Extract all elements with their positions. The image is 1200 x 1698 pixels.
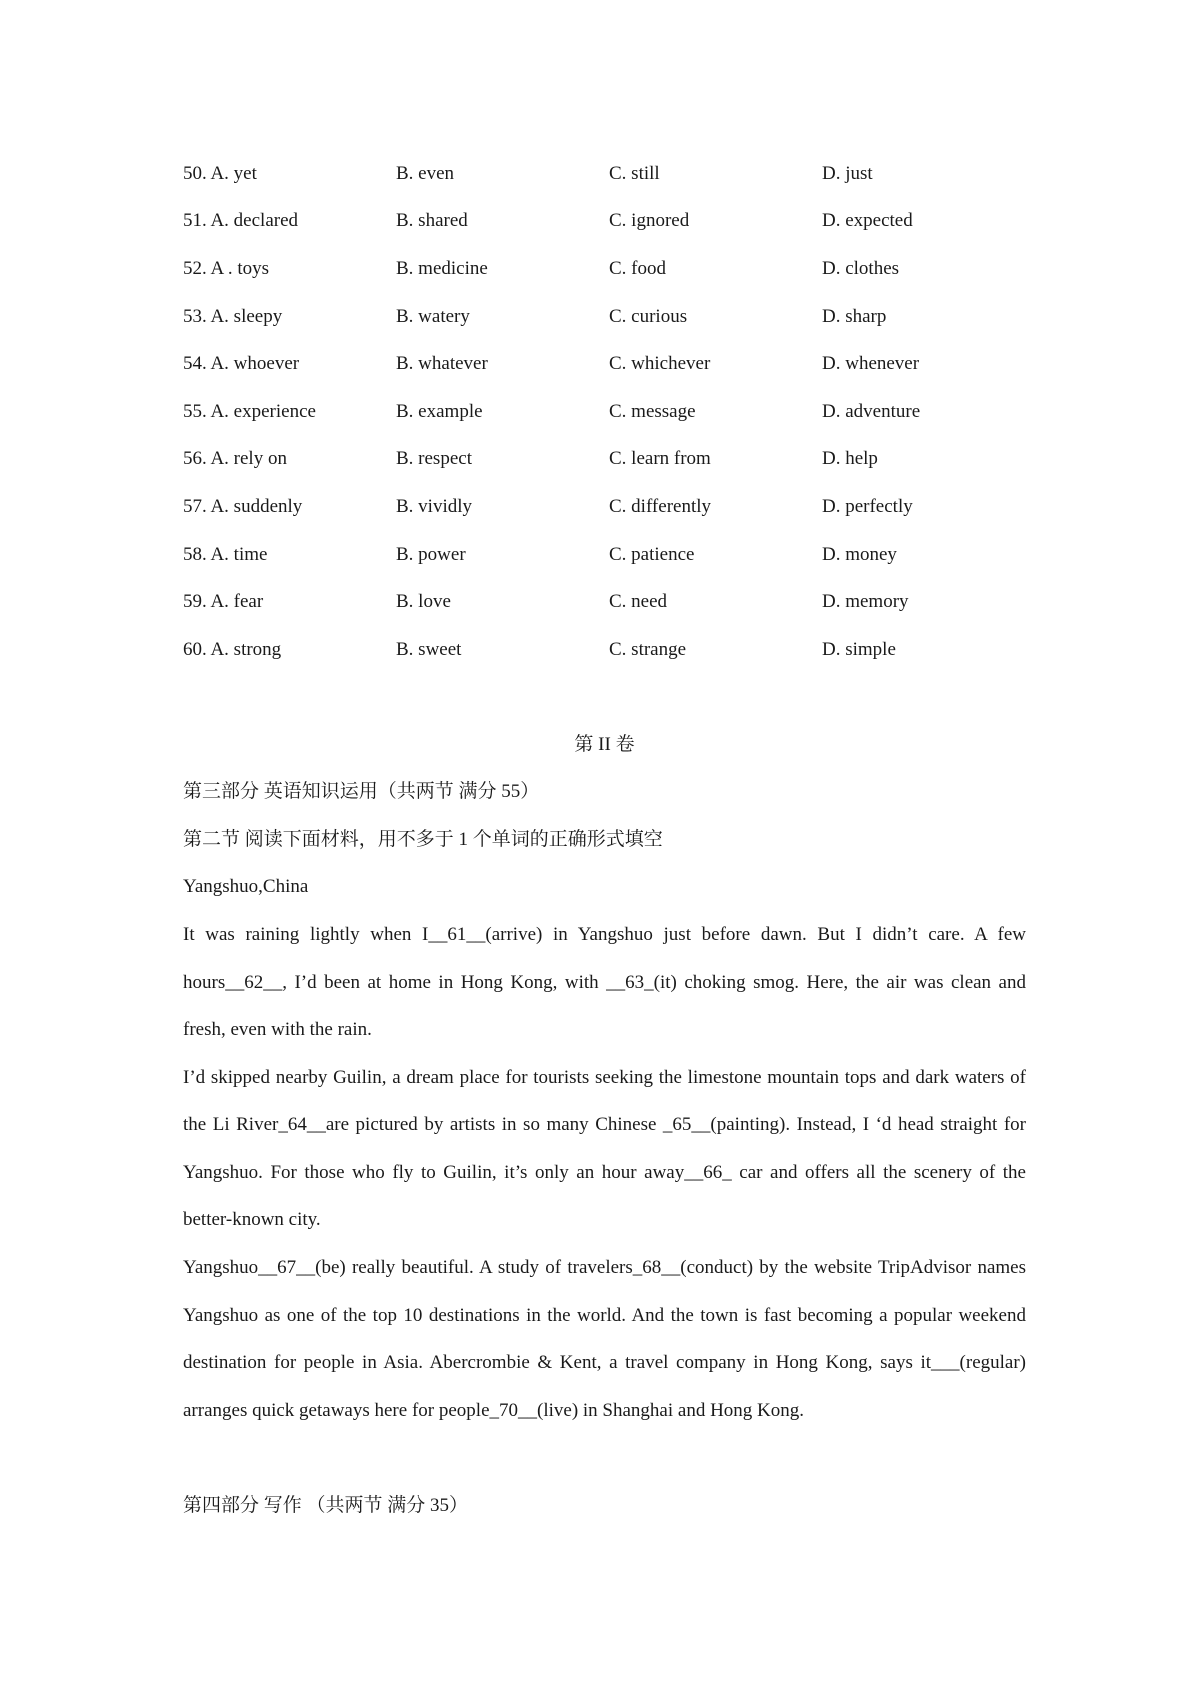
option-a	[183, 210, 396, 232]
option-text: A. suddenly	[210, 495, 303, 517]
option-text: A . toys	[210, 257, 270, 279]
question-row	[183, 340, 1026, 388]
question-row	[183, 293, 1026, 341]
option-text: A. strong	[210, 638, 282, 660]
option-d: D. money	[822, 543, 897, 565]
option-d: D. clothes	[822, 257, 900, 279]
question-row	[183, 531, 1026, 579]
option-text: A. sleepy	[210, 305, 283, 327]
option-b: B. medicine	[396, 257, 488, 279]
volume-title: 第 II 卷	[574, 733, 635, 755]
question-number: 53.	[183, 305, 207, 327]
option-d: D. perfectly	[822, 495, 913, 517]
question-list	[183, 150, 1026, 674]
passage-title: Yangshuo,China	[183, 876, 309, 898]
option-c: C. patience	[609, 543, 695, 565]
question-number: 54.	[183, 353, 207, 375]
question-number: 55.	[183, 400, 207, 422]
option-c: C. whichever	[609, 353, 711, 375]
question-row	[183, 388, 1026, 436]
option-c: C. need	[609, 591, 668, 613]
option-a	[183, 448, 396, 470]
option-c: C. message	[609, 400, 696, 422]
option-text: A. rely on	[210, 448, 287, 470]
question-row	[183, 578, 1026, 626]
question-row	[183, 626, 1026, 674]
option-a	[183, 258, 396, 280]
passage-paragraph-2: I’d skipped nearby Guilin, a dream place for tourists seeking the limestone mountain tops and dark waters of the Li River_64__are pictured by artists in so many Chinese _65__(painting). Instead, I ‘d head straight for Yangshuo. For those who fly to Guilin, it’s only an hour away__66_ car and offers all the scenery of the better-known city.	[183, 1066, 1026, 1231]
option-d: D. expected	[822, 210, 913, 232]
option-a	[183, 639, 396, 661]
part4-heading: 第四部分 写作 （共两节 满分 35）	[183, 1495, 469, 1517]
option-text: A. time	[210, 543, 268, 565]
option-d: D. simple	[822, 638, 896, 660]
option-b: B. watery	[396, 305, 470, 327]
part3-heading: 第三部分 英语知识运用（共两节 满分 55）	[183, 781, 540, 803]
option-a	[183, 496, 396, 518]
question-number: 51.	[183, 210, 207, 232]
option-d: D. help	[822, 448, 878, 470]
question-row	[183, 198, 1026, 246]
spacer	[183, 1434, 1026, 1482]
option-c: C. differently	[609, 495, 712, 517]
question-row	[183, 436, 1026, 484]
question-number: 50.	[183, 162, 207, 184]
question-number: 58.	[183, 543, 207, 565]
option-b: B. even	[396, 162, 455, 184]
exam-page	[183, 150, 1026, 1530]
option-c: C. ignored	[609, 210, 690, 232]
option-b: B. shared	[396, 210, 468, 232]
option-d: D. memory	[822, 591, 909, 613]
option-a	[183, 306, 396, 328]
option-text: A. whoever	[210, 353, 300, 375]
option-b: B. power	[396, 543, 466, 565]
section2-heading: 第二节 阅读下面材料，用不多于 1 个单词的正确形式填空	[183, 828, 663, 850]
option-a	[183, 401, 396, 423]
question-number: 60.	[183, 638, 207, 660]
option-c: C. still	[609, 162, 660, 184]
option-b: B. love	[396, 591, 451, 613]
option-c: C. strange	[609, 638, 687, 660]
option-c: C. curious	[609, 305, 688, 327]
option-b: B. example	[396, 400, 483, 422]
option-d: D. adventure	[822, 400, 921, 422]
passage-paragraph-1: It was raining lightly when I__61__(arrive) in Yangshuo just before dawn. But I didn’t care. A few hours__62__, I’d been at home in Hong Kong, with __63_(it) choking smog. Here, the air was clean and fresh, even with the rain.	[183, 923, 1026, 1041]
option-c: C. learn from	[609, 448, 711, 470]
option-b: B. sweet	[396, 638, 462, 660]
option-a	[183, 591, 396, 613]
option-d: D. whenever	[822, 353, 920, 375]
option-b: B. vividly	[396, 495, 473, 517]
question-number: 57.	[183, 495, 207, 517]
option-d: D. just	[822, 162, 873, 184]
option-text: A. declared	[210, 210, 299, 232]
option-b: B. whatever	[396, 353, 488, 375]
option-a	[183, 353, 396, 375]
question-row	[183, 150, 1026, 198]
option-text: A. yet	[210, 162, 257, 184]
option-d: D. sharp	[822, 305, 887, 327]
option-b: B. respect	[396, 448, 472, 470]
passage-paragraph-3: Yangshuo__67__(be) really beautiful. A study of travelers_68__(conduct) by the website TripAdvisor names Yangshuo as one of the top 10 destinations in the world. And the town is fast becoming a popular weekend destination for people in Asia. Abercrombie & Kent, a travel company in Hong Kong, says it___(regular) arranges quick getaways here for people_70__(live) in Shanghai and Hong Kong.	[183, 1257, 1026, 1421]
option-a	[183, 544, 396, 566]
question-number: 59.	[183, 591, 207, 613]
option-text: A. experience	[210, 400, 316, 422]
option-text: A. fear	[210, 591, 264, 613]
question-row	[183, 245, 1026, 293]
option-a	[183, 163, 396, 185]
question-row	[183, 483, 1026, 531]
question-number: 56.	[183, 448, 207, 470]
question-number: 52.	[183, 257, 207, 279]
option-c: C. food	[609, 257, 666, 279]
